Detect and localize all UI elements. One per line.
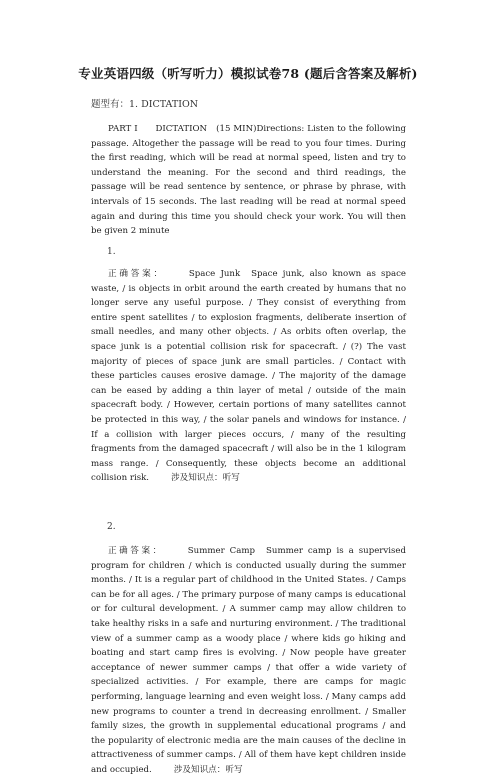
item-number-2: 2. <box>107 522 116 532</box>
knowledge-point-2: 涉及知识点：听写 <box>173 764 243 775</box>
answer-label-1: 正确答案： <box>108 269 165 279</box>
item-number-1: 1. <box>107 247 116 257</box>
question-types: 题型有：1. DICTATION <box>91 99 199 110</box>
answer-heading-1: Space Junk <box>188 269 241 279</box>
answer-text-2: Summer camp is a supervised program for children / which is conducted usually during the summer months. / It is a regular part of childhood in the United States. / Camps can be for all ages. / The primary purpose of many camps is educational or for cultural development. / A summer camp may allow children to take healthy risks in a safe and nurturing environment. / The traditional view of a summer camp as a woody place / where kids go hiking and boating and start camp fires is evolving. / Now people have greater acceptance of newer summer camps / that offer a wide variety of specialized activities. / For example, there are camps for magic performing, language learning and even weight loss. / Many camps add new programs to counter a trend in decreasing enrollment. / Smaller family sizes, the growth in supplemental educational programs / and the popularity of electronic media are the main causes of the decline in attractiveness of summer camps. / All of them have kept children inside and occupied. <box>91 546 407 775</box>
answer-block-2 <box>91 544 406 778</box>
knowledge-point-1: 涉及知识点：听写 <box>171 473 240 484</box>
part-directions: PART I DICTATION (15 MIN)Directions: Listen to the following passage. Altogether the passage will be read to you four times. During the first reading, which will be read at normal speed, listen and try to understand the meaning. For the second and third readings, the passage will be read sentence by sentence, or phrase by phrase, with intervals of 15 seconds. The last reading will be read at normal speed again and during this time you should check your work. You will then be given 2 minute <box>91 124 406 237</box>
answer-text-1: Space junk, also known as space waste, / is objects in orbit around the earth created by humans that no longer serve any useful purpose. / They consist of everything from entire spent satellites / to explosion fragments, deliberate insertion of small needles, and many other objects. / As orbits often overlap, the space junk is a potential collision risk for spacecraft. / (?) The vast majority of pieces of space junk are small particles. / Contact with these particles causes erosive damage. / The majority of the damage can be eased by adding a thin layer of metal / outside of the main spacecraft body. / However, certain portions of many satellites cannot be protected in this way, / the solar panels and windows for instance. / If a collision with larger pieces occurs, / many of the resulting fragments from the damaged spacecraft / will also be in the 1 kilogram mass range. / Consequently, these objects become an additional collision risk. <box>91 269 406 484</box>
page-title: 专业英语四级（听写听力）模拟试卷78 (题后含答案及解析) <box>78 66 418 81</box>
answer-block-1 <box>91 267 406 486</box>
answer-heading-2: Summer Camp <box>187 546 256 556</box>
answer-label-2: 正确答案： <box>108 546 164 556</box>
